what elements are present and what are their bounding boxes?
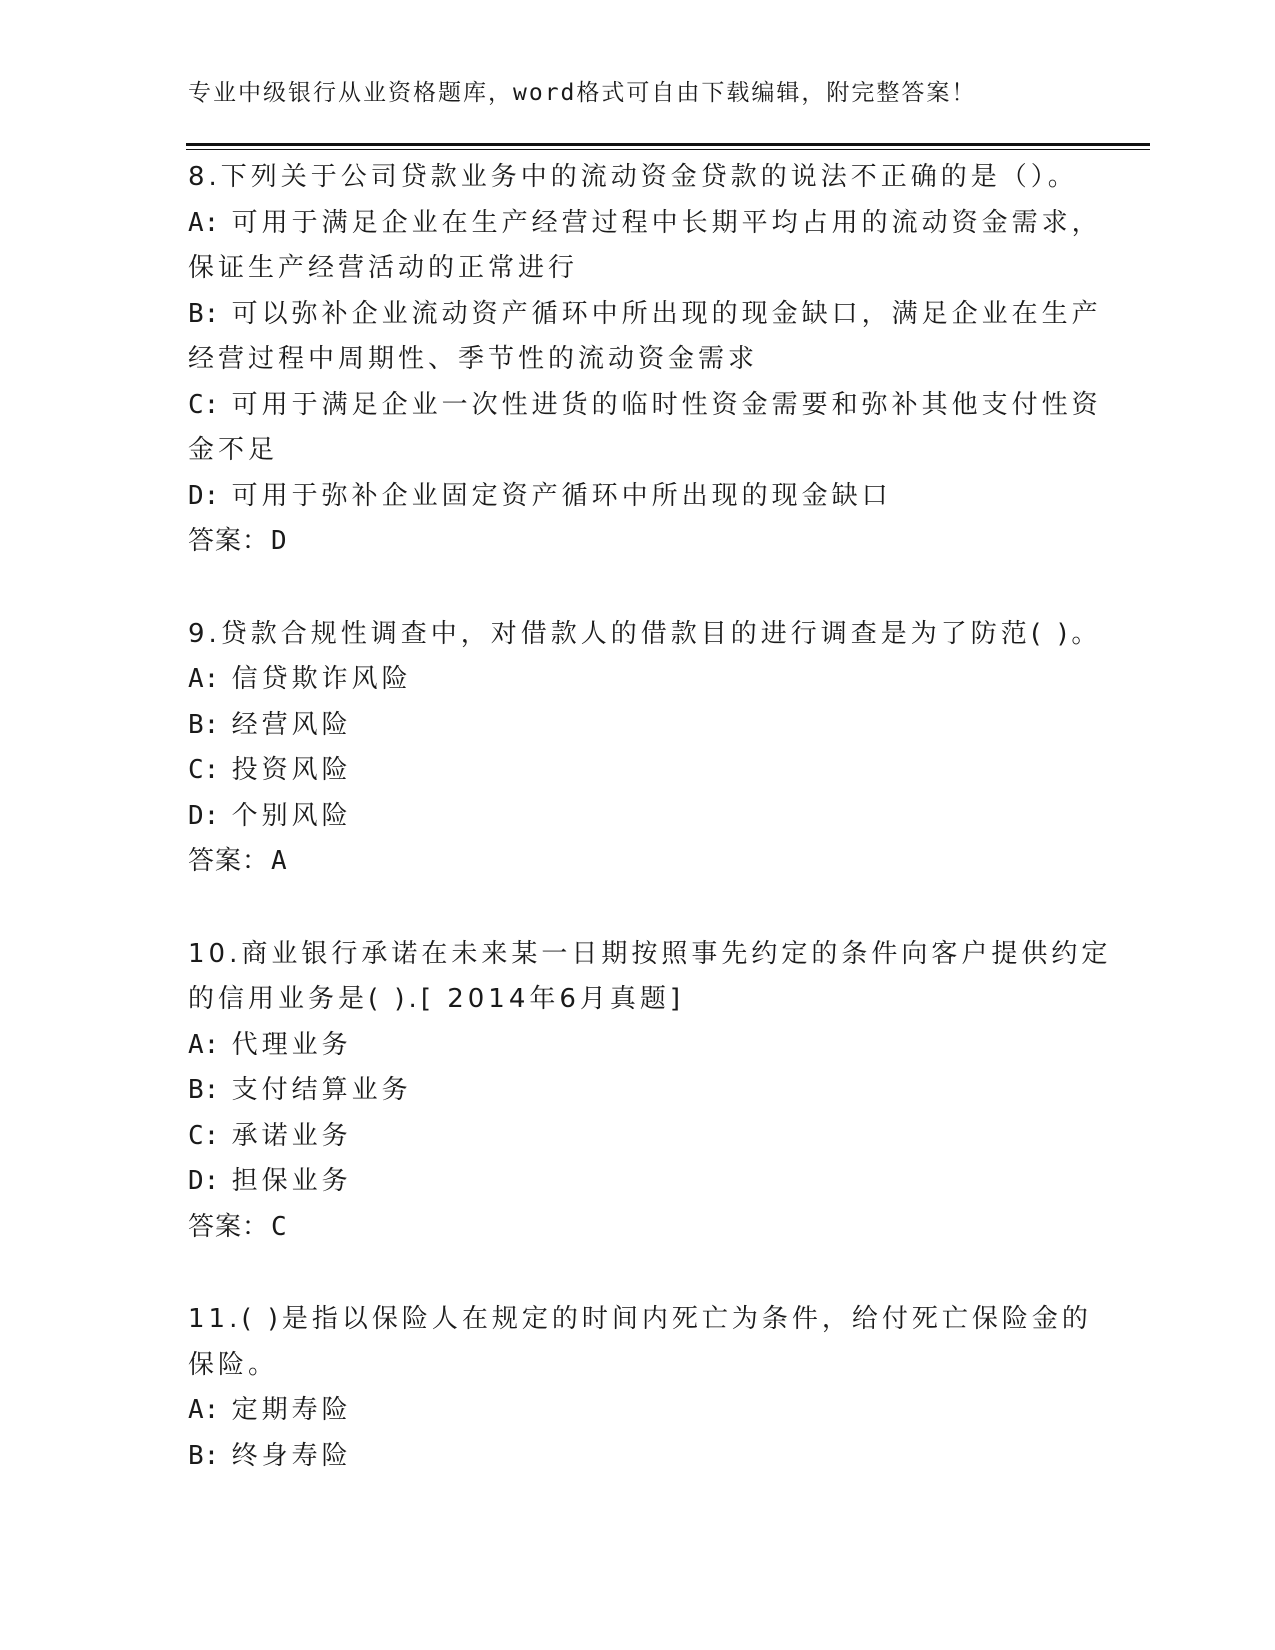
option-text: 定期寿险 [231,1395,352,1425]
question-stem: 的信用业务是( ).[ 2014年6月真题] [188,984,685,1014]
option-line [188,383,1102,429]
question-stem: 8.下列关于公司贷款业务中的流动资金贷款的说法不正确的是（）。 [188,162,1078,192]
answer-value: D [271,526,288,556]
option-line [188,1159,1088,1205]
option-line [188,1023,1088,1069]
option-line [188,201,1102,247]
option-line [188,337,1088,383]
question-block [188,612,1102,885]
option-line [188,246,1088,292]
option-line [188,748,1088,794]
answer-line [188,839,1088,885]
option-text: 个别风险 [231,800,352,831]
option-line [188,428,1088,474]
option-letter: B: [188,1440,220,1471]
option-line [188,1388,1088,1434]
answer-label: 答案： [188,846,270,876]
option-line [188,1114,1088,1160]
answer-line [188,1205,1088,1251]
option-letter: D: [188,480,220,511]
question-list [188,155,1112,1526]
option-letter: A: [188,207,220,238]
page-header: 专业中级银行从业资格题库，word格式可自由下载编辑，附完整答案！ [188,80,977,106]
question-stem: 保险。 [188,1349,279,1380]
option-text: 可用于满足企业一次性进货的临时性资金需要和弥补其他支付性资 [231,389,1102,420]
option-letter: A: [188,664,220,694]
option-text: 可以弥补企业流动资产循环中所出现的现金缺口，满足企业在生产 [231,298,1102,329]
option-letter: B: [188,1075,220,1105]
option-letter: A: [188,1029,220,1060]
question-block [188,155,1102,565]
option-letter: D: [188,1166,220,1196]
option-text: 支付结算业务 [231,1075,412,1105]
option-text: 终身寿险 [231,1440,352,1471]
option-line [188,657,1088,703]
option-letter: D: [188,800,220,831]
question-stem: 9.贷款合规性调查中，对借款人的借款目的进行调查是为了防范( )。 [188,618,1102,649]
header-rule-thick [186,143,1150,146]
answer-label: 答案： [188,526,270,556]
option-text: 投资风险 [231,755,352,785]
answer-value: C [271,1211,288,1242]
option-text: 经营风险 [231,709,352,740]
question-stem: 10.商业银行承诺在未来某一日期按照事先约定的条件向客户提供约定 [188,938,1112,969]
question-block [188,932,1112,1251]
option-line [188,703,1088,749]
option-text: 可用于满足企业在生产经营过程中长期平均占用的流动资金需求， [231,207,1102,238]
question-block [188,1297,1092,1479]
answer-label: 答案： [188,1211,270,1242]
option-line [188,474,1088,520]
option-letter: C: [188,1120,220,1151]
option-text: 可用于弥补企业固定资产循环中所出现的现金缺口 [231,480,892,511]
header-rule-thin [186,149,1150,150]
option-text: 信贷欺诈风险 [231,664,412,694]
option-letter: B: [188,298,220,329]
option-text: 承诺业务 [231,1120,352,1151]
option-line [188,794,1088,840]
option-text: 经营过程中周期性、季节性的流动资金需求 [188,344,759,374]
option-letter: C: [188,755,220,785]
option-line [188,1434,1088,1480]
option-letter: C: [188,389,220,420]
option-letter: B: [188,709,220,740]
option-text: 代理业务 [231,1029,352,1060]
option-text: 担保业务 [231,1166,352,1196]
question-stem: 11.( )是指以保险人在规定的时间内死亡为条件，给付死亡保险金的 [188,1304,1092,1334]
answer-value: A [271,846,288,876]
option-letter: A: [188,1395,220,1425]
answer-line [188,519,1088,565]
option-text: 金不足 [188,435,279,465]
option-line [188,292,1102,338]
option-line [188,1068,1088,1114]
option-text: 保证生产经营活动的正常进行 [188,253,579,283]
